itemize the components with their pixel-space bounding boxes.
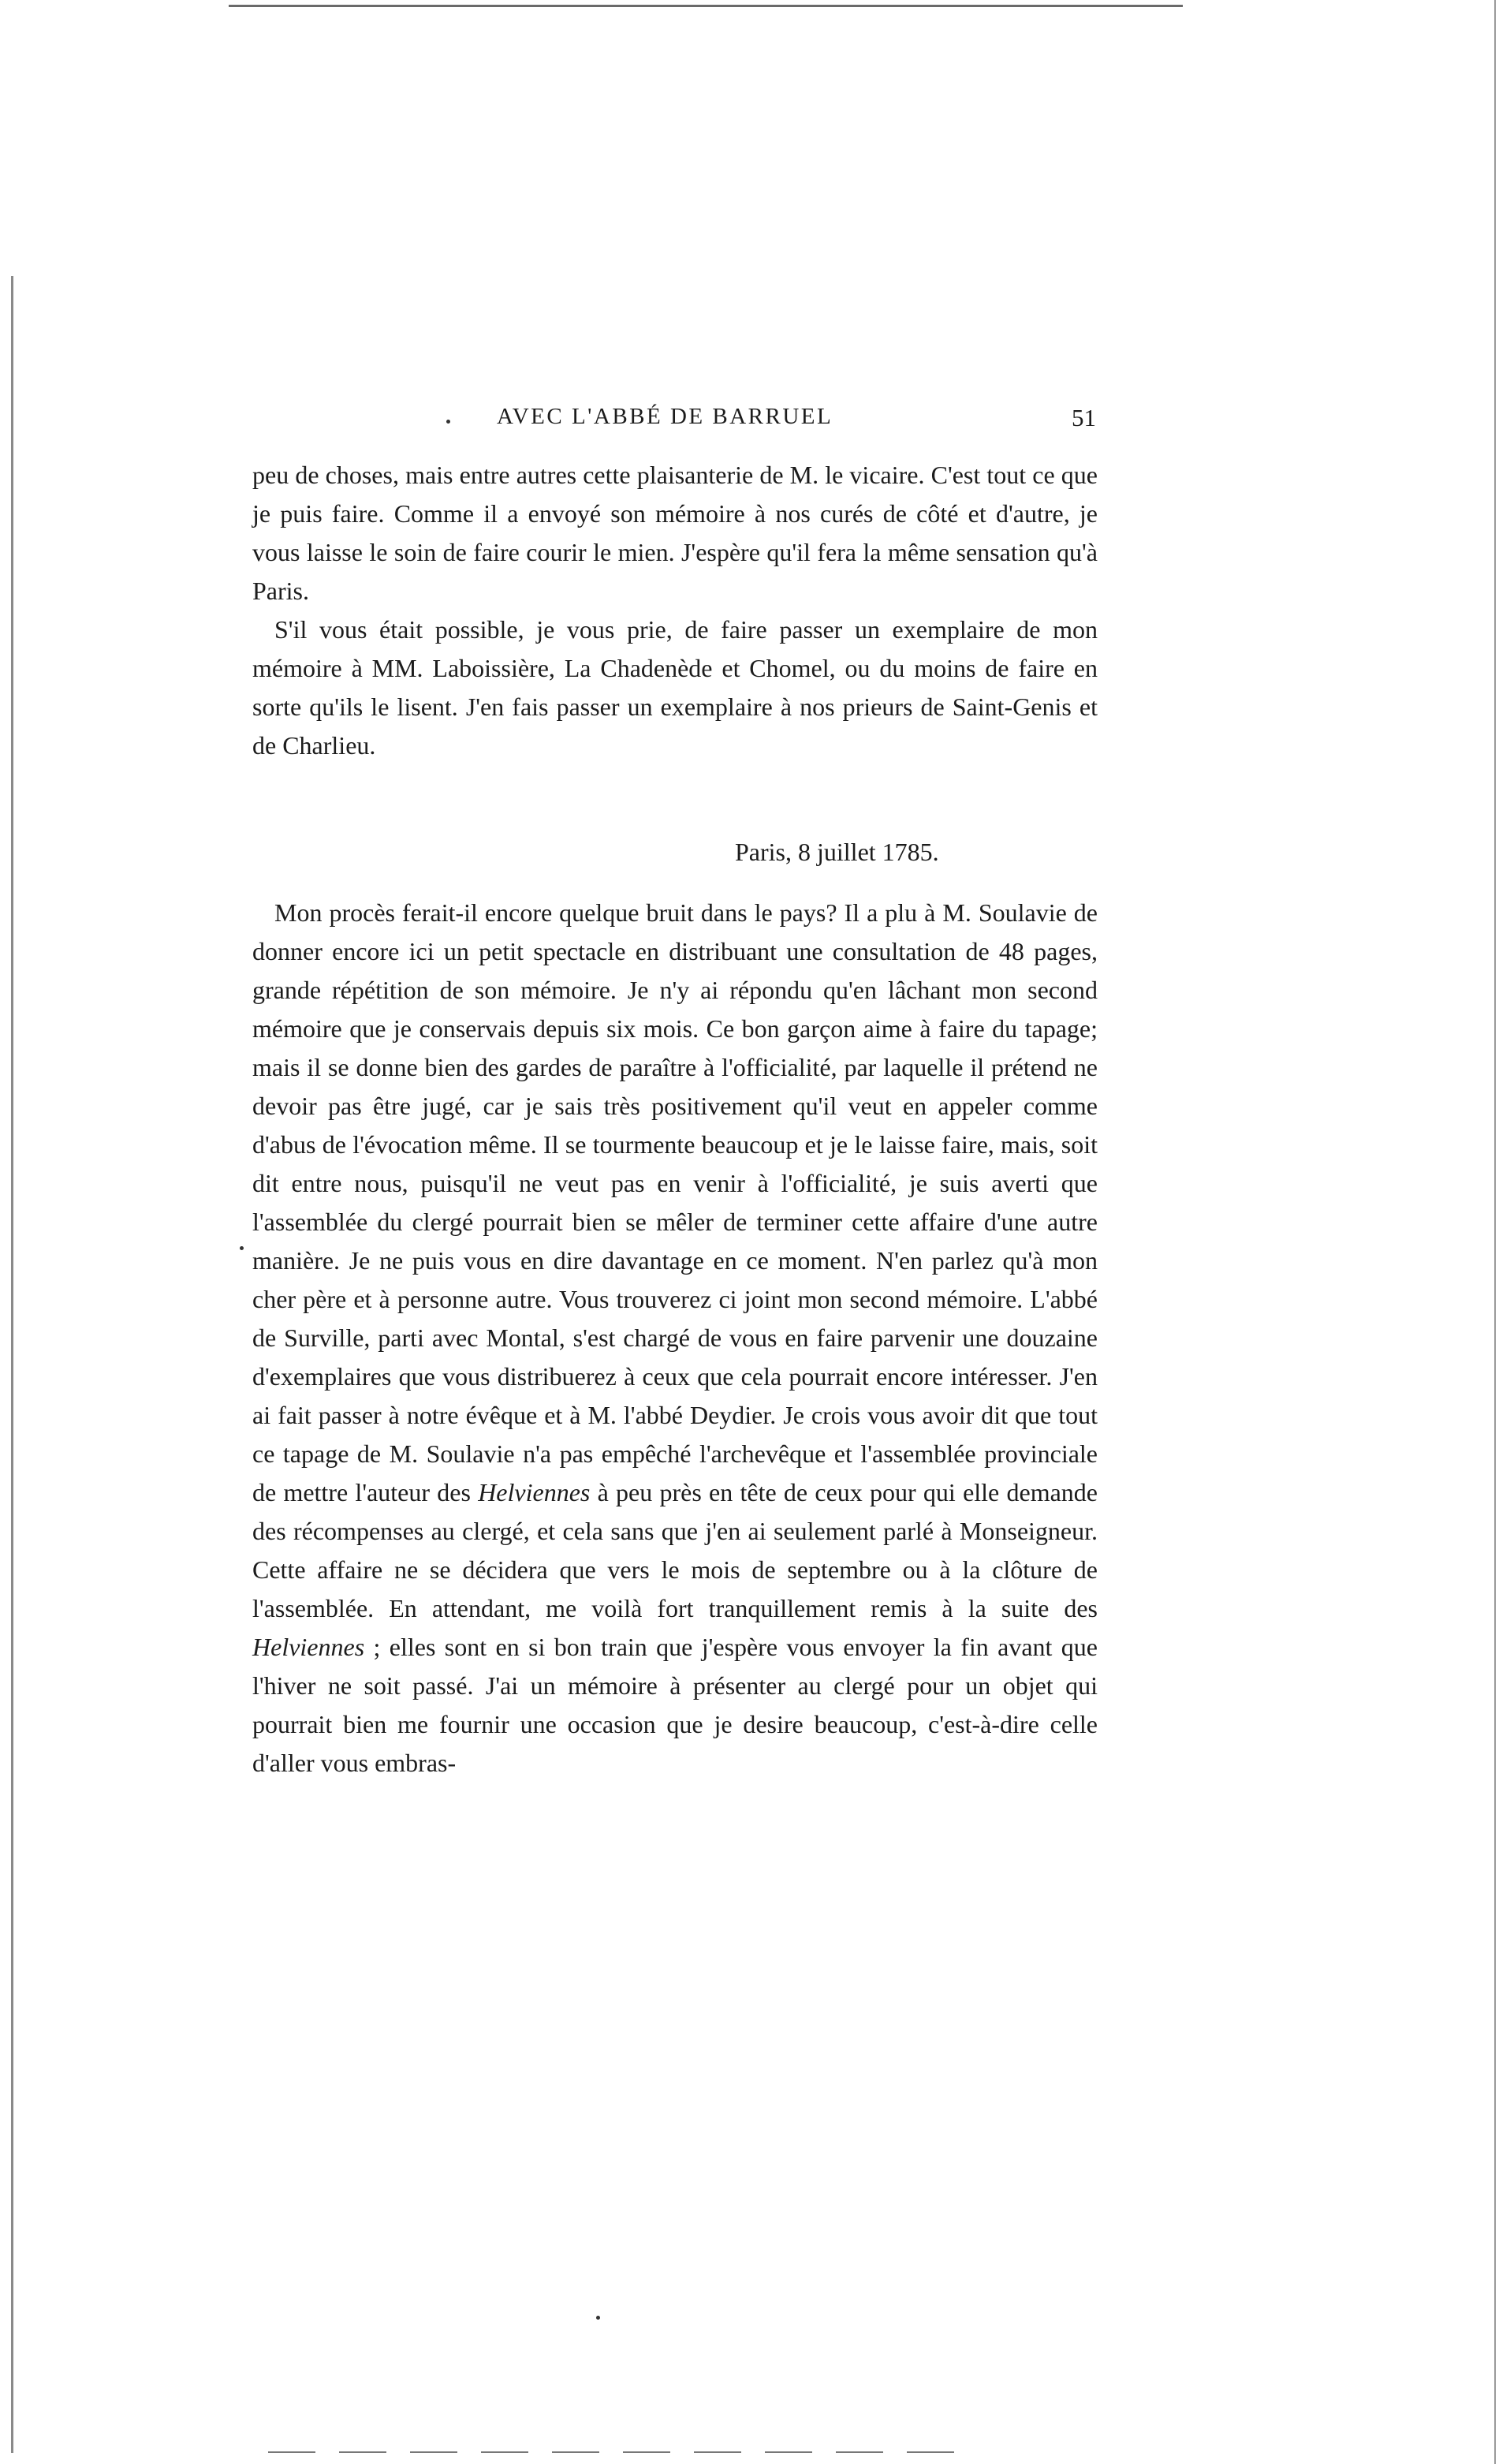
letter-text-part-2: à peu près en tête de ceux pour qui elle demande des récompenses au clergé, et cela sans que j'en ai seulement parlé à Monseigneur. Cette affaire ne se décidera que vers le mois de septembre ou à la clôture de l'assemblée. En attendant, me voilà fort tranquillement remis à la suite des — [252, 1478, 1098, 1622]
ink-speck — [596, 2316, 600, 2320]
scan-edge-right — [1494, 0, 1496, 2464]
scan-edge-top — [229, 5, 1183, 7]
scan-edge-left — [11, 276, 13, 2453]
paragraph-request: S'il vous était possible, je vous prie, de faire passer un exemplaire de mon mémoire à MM. Laboissière, La Chadenède et Chomel, ou du moins de faire en sorte qu'ils le lisent. J'en fais passer un exemplaire à nos prieurs de Saint-Genis et de Charlieu. — [252, 615, 1098, 760]
running-head-title: AVEC L'ABBÉ DE BARRUEL — [497, 404, 833, 429]
scan-edge-bottom — [268, 2451, 978, 2453]
running-head — [252, 404, 1096, 435]
letter-text-part-1: Mon procès ferait-il encore quelque bruit dans le pays? Il a plu à M. Soulavie de donner encore ici un petit spectacle en distribuant une consultation de 48 pages, grande répétition de son mémoire. Je n'y ai répondu qu'en lâchant mon second mémoire que je conservais depuis six mois. Ce bon garçon aime à faire du tapage; mais il se donne bien des gardes de paraître à l'officialité, par laquelle il prétend ne devoir pas être jugé, car je sais très positivement qu'il veut en appeler comme d'abus de l'évocation même. Il se tourmente beaucoup et je le laisse faire, mais, soit dit entre nous, puisqu'il ne veut pas en venir à l'officialité, je suis averti que l'assemblée du clergé pourrait bien se mêler de terminer cette affaire d'une autre manière. Je ne puis vous en dire davantage en ce moment. N'en parlez qu'à mon cher père et à personne autre. Vous trouverez ci joint mon second mémoire. L'abbé de Surville, parti avec Montal, s'est chargé de vous en faire parvenir une douzaine d'exemplaires que vous distribuerez à ceux que cela pourrait encore intéresser. J'en ai fait passer à notre évêque et à M. l'abbé Deydier. Je crois vous avoir dit que tout ce tapage de M. Soulavie n'a pas empêché l'archevêque et l'assemblée provinciale de mettre l'auteur des — [252, 898, 1098, 1506]
ink-speck — [240, 1246, 244, 1250]
letter-body — [252, 894, 1098, 1783]
book-title-helviennes: Helviennes — [252, 1633, 365, 1661]
page-number: 51 — [1072, 404, 1096, 431]
letter-dateline: Paris, 8 juillet 1785. — [735, 838, 939, 866]
letter-text-part-3: ; elles sont en si bon train que j'espère vous envoyer la fin avant que l'hiver ne soit passé. J'ai un mémoire à présenter au clergé pour un objet qui pourrait bien me fournir une occasion que je desire beaucoup, c'est-à-dire celle d'aller vous embras- — [252, 1633, 1098, 1777]
paragraph-continuation: peu de choses, mais entre autres cette plaisanterie de M. le vicaire. C'est tout ce que je puis faire. Comme il a envoyé son mémoire à nos curés de côté et d'autre, je vous laisse le soin de faire courir le mien. J'espère qu'il fera la même sensation qu'à Paris. — [252, 461, 1098, 605]
book-title-helviennes: Helviennes — [478, 1478, 591, 1506]
page-body — [252, 456, 1098, 1783]
